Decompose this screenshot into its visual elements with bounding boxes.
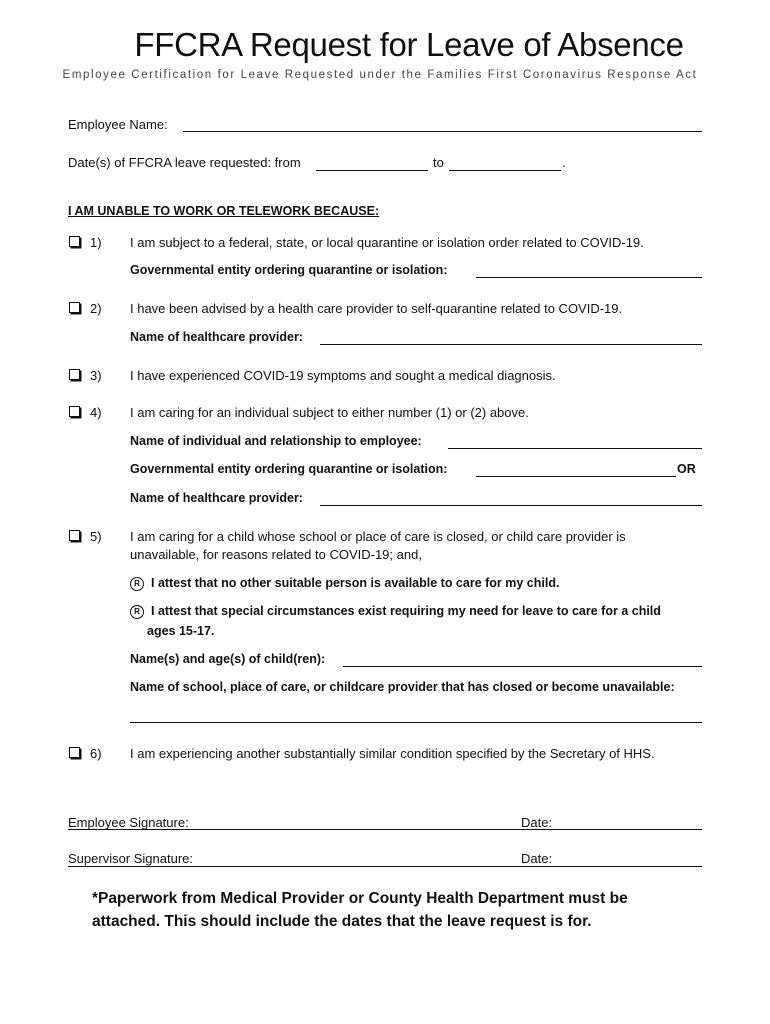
reason-1-text: I am subject to a federal, state, or local quarantine or isolation order related to COVID-19. xyxy=(130,235,644,250)
reason-1-entity-label: Governmental entity ordering quarantine or isolation: xyxy=(130,263,448,277)
supervisor-signature-label: Supervisor Signature: xyxy=(68,851,194,866)
employee-name-label: Employee Name: xyxy=(68,117,168,132)
reason-4-provider-label: Name of healthcare provider: xyxy=(130,491,303,505)
reason-4-entity-label: Governmental entity ordering quarantine or isolation: xyxy=(130,462,448,476)
closed-school-field[interactable] xyxy=(130,722,702,723)
dates-end-period: . xyxy=(562,155,566,170)
supervisor-date-label: Date: xyxy=(521,851,553,866)
children-names-ages-label: Name(s) and age(s) of child(ren): xyxy=(130,652,326,666)
attest-special-circumstances-text-cont: ages 15-17. xyxy=(147,624,215,638)
page-subtitle: Employee Certification for Leave Requested under the Families First Coronavirus Response Act xyxy=(62,69,698,81)
reason-5-checkbox[interactable] xyxy=(69,530,80,541)
reason-5-text-line2: unavailable, for reasons related to COVID-19; and, xyxy=(130,547,422,562)
reason-4-individual-field[interactable] xyxy=(448,448,702,449)
reason-4-provider-field[interactable] xyxy=(320,505,702,506)
employee-date-label: Date: xyxy=(521,815,553,830)
dates-label: Date(s) of FFCRA leave requested: from xyxy=(68,155,301,170)
reason-4-or-label: OR xyxy=(677,462,696,476)
reason-2-provider-label: Name of healthcare provider: xyxy=(130,330,303,344)
attest-special-circumstances-text: I attest that special circumstances exist requiring my need for leave to care for a child xyxy=(151,604,661,618)
employee-signature-label: Employee Signature: xyxy=(68,815,189,830)
section-heading: I AM UNABLE TO WORK OR TELEWORK BECAUSE: xyxy=(68,204,380,218)
reason-5-text-line1: I am caring for a child whose school or place of care is closed, or child care provider is xyxy=(130,529,626,544)
reason-4-text: I am caring for an individual subject to either number (1) or (2) above. xyxy=(130,405,529,420)
reason-2-provider-field[interactable] xyxy=(320,344,702,345)
reason-4-individual-label: Name of individual and relationship to employee: xyxy=(130,434,422,448)
reason-6-checkbox[interactable] xyxy=(69,747,80,758)
reason-5-number: 5) xyxy=(90,529,102,544)
reason-3-number: 3) xyxy=(90,368,102,383)
reason-3-text: I have experienced COVID-19 symptoms and sought a medical diagnosis. xyxy=(130,368,556,383)
attest-special-circumstances-radio[interactable]: R xyxy=(130,605,144,619)
attest-no-other-person-radio[interactable]: R xyxy=(130,577,144,591)
reason-2-checkbox[interactable] xyxy=(69,302,80,313)
page-title: FFCRA Request for Leave of Absence xyxy=(134,26,684,63)
reason-4-number: 4) xyxy=(90,405,102,420)
paperwork-note-line2: attached. This should include the dates that the leave request is for. xyxy=(92,913,592,930)
reason-3-checkbox[interactable] xyxy=(69,369,80,380)
date-from-field[interactable] xyxy=(316,170,428,171)
closed-school-label: Name of school, place of care, or childcare provider that has closed or become unavailable: xyxy=(130,680,675,694)
reason-2-text: I have been advised by a health care provider to self-quarantine related to COVID-19. xyxy=(130,301,623,316)
reason-2-number: 2) xyxy=(90,301,102,316)
reason-1-number: 1) xyxy=(90,235,102,250)
date-to-field[interactable] xyxy=(449,170,561,171)
supervisor-signature-field[interactable] xyxy=(68,866,702,867)
reason-1-entity-field[interactable] xyxy=(476,277,702,278)
employee-signature-field[interactable] xyxy=(68,829,702,830)
employee-name-field[interactable] xyxy=(183,131,702,132)
dates-to-label: to xyxy=(433,155,444,170)
paperwork-note-line1: *Paperwork from Medical Provider or County Health Department must be xyxy=(92,890,628,907)
reason-6-text: I am experiencing another substantially similar condition specified by the Secretary of HHS. xyxy=(130,746,655,761)
reason-1-checkbox[interactable] xyxy=(69,236,80,247)
reason-4-entity-field[interactable] xyxy=(476,476,676,477)
reason-6-number: 6) xyxy=(90,746,102,761)
attest-no-other-person-text: I attest that no other suitable person is available to care for my child. xyxy=(151,576,560,590)
children-names-ages-field[interactable] xyxy=(343,666,702,667)
reason-4-checkbox[interactable] xyxy=(69,406,80,417)
